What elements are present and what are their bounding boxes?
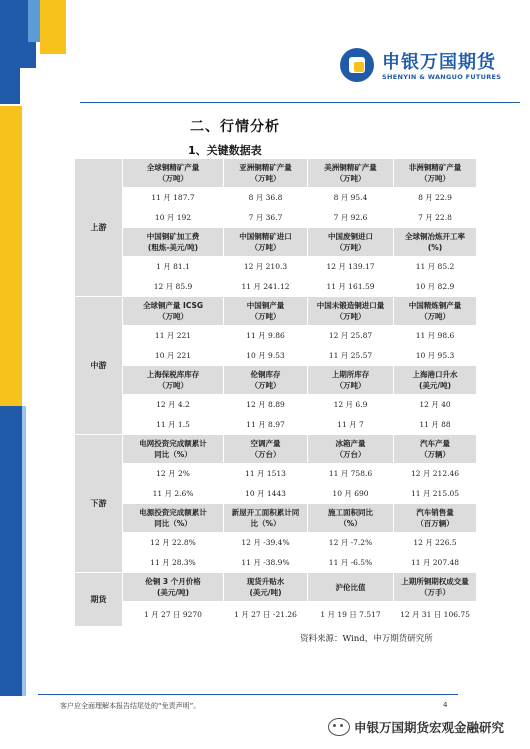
- metric-header-line: 汽车销售量: [416, 508, 454, 517]
- value-cell: 11 月 98.6: [394, 326, 477, 346]
- metric-header: [308, 366, 394, 395]
- table-header-row: [75, 228, 477, 257]
- metric-header-line: 空调产量: [250, 439, 281, 448]
- value-cell: 11 月 2.6%: [123, 484, 224, 504]
- value-cell: 11 月 28.3%: [123, 553, 224, 573]
- data-source: 资料来源：Wind，申万期货研究所: [300, 634, 433, 644]
- table-header-row: [75, 435, 477, 464]
- metric-header-line: （万吨）: [335, 381, 366, 390]
- metric-header: [394, 435, 477, 464]
- metric-header-line: 比（%）: [250, 519, 281, 528]
- logo-name-en: SHENYIN & WANGUO FUTURES: [382, 73, 502, 81]
- value-cell: 11 月 7: [308, 415, 394, 435]
- metric-header: [308, 504, 394, 533]
- metric-header-line: 新屋开工面积累计同: [231, 508, 300, 517]
- metric-header-line: （万吨）: [158, 174, 188, 183]
- value-cell: 11 月 215.05: [394, 484, 477, 504]
- value-cell: 12 月 8.89: [224, 395, 308, 415]
- value-cell: 10 月 192: [123, 208, 224, 228]
- value-cell: 10 月 9.53: [224, 346, 308, 366]
- metric-header-line: 同比（%）: [154, 450, 192, 459]
- metric-header-line: 现货升贴水: [246, 577, 285, 586]
- table-row: [75, 484, 477, 504]
- value-cell: 11 月 207.48: [394, 553, 477, 573]
- metric-header-line: （万吨）: [250, 174, 281, 183]
- metric-header-line: 汽车产量: [420, 439, 450, 448]
- decor-yellow-bar: [0, 106, 22, 406]
- value-cell: 11 月 -6.5%: [308, 553, 394, 573]
- metric-header-line: 中国精炼铜产量: [408, 301, 462, 310]
- logo-name-cn: 申银万国期货: [382, 52, 496, 73]
- value-cell: 11 月 161.59: [308, 277, 394, 297]
- metric-header-line: 伦铜 3 个月价格: [145, 577, 201, 586]
- value-cell: 10 月 82.9: [394, 277, 477, 297]
- metric-header-line: （万台）: [335, 450, 366, 459]
- metric-header-line: （万吨）: [250, 243, 281, 252]
- category-cell: 下游: [75, 435, 123, 573]
- logo-mark-icon: [340, 48, 374, 82]
- metric-header-line: 上期所铜期权成交量: [401, 577, 469, 586]
- section-title: 二、行情分析: [190, 119, 280, 135]
- value-cell: 1 月 27 日 9270: [123, 602, 224, 627]
- metric-header-line: 上期所库存: [331, 370, 370, 379]
- value-cell: 12 月 2%: [123, 464, 224, 484]
- decor-light-blue-bar: [22, 406, 26, 696]
- metric-header: [123, 159, 224, 188]
- metric-header-line: （万吨）: [420, 312, 450, 321]
- table-title: 1、关键数据表: [188, 144, 262, 157]
- value-cell: 12 月 4.2: [123, 395, 224, 415]
- value-cell: 11 月 221: [123, 326, 224, 346]
- watermark-text: 申银万国期货宏观金融研究: [354, 720, 505, 735]
- value-cell: 12 月 31 日 106.75: [394, 602, 477, 627]
- table-header-row: [75, 504, 477, 533]
- value-cell: 11 月 -38.9%: [224, 553, 308, 573]
- value-cell: 7 月 92.6: [308, 208, 394, 228]
- value-cell: 1 月 19 日 7.517: [308, 602, 394, 627]
- category-cell: 上游: [75, 159, 123, 297]
- table-header-row: [75, 366, 477, 395]
- metric-header-line: 美洲铜精矿产量: [324, 163, 377, 172]
- table-row: [75, 553, 477, 573]
- value-cell: 12 月 25.87: [308, 326, 394, 346]
- table-row: [75, 533, 477, 553]
- value-cell: 10 月 1443: [224, 484, 308, 504]
- metric-header-line: （万吨）: [250, 312, 281, 321]
- value-cell: 11 月 1513: [224, 464, 308, 484]
- key-data-table: [74, 158, 477, 627]
- metric-header: [123, 573, 224, 602]
- metric-header-line: 施工面积同比: [328, 508, 373, 517]
- metric-header-line: （万手）: [420, 588, 450, 597]
- metric-header-line: 沪伦比值: [335, 582, 366, 592]
- metric-header-line: （万吨）: [420, 174, 450, 183]
- metric-header: [123, 228, 224, 257]
- metric-header-line: （%）: [339, 519, 362, 528]
- value-cell: 12 月 22.8%: [123, 533, 224, 553]
- metric-header-line: （百万辆）: [416, 519, 454, 528]
- value-cell: 12 月 226.5: [394, 533, 477, 553]
- metric-header-line: 电网投资完成额累计: [139, 439, 207, 448]
- value-cell: 12 月 139.17: [308, 257, 394, 277]
- metric-header: [308, 435, 394, 464]
- metric-header-line: 冰箱产量: [335, 439, 366, 448]
- value-cell: 10 月 690: [308, 484, 394, 504]
- metric-header: [224, 573, 308, 602]
- metric-header-line: 全球铜冶炼开工率: [405, 232, 465, 241]
- metric-header: [394, 228, 477, 257]
- value-cell: 12 月 210.3: [224, 257, 308, 277]
- value-cell: 12 月 -7.2%: [308, 533, 394, 553]
- metric-header: [224, 366, 308, 395]
- value-cell: 12 月 -39.4%: [224, 533, 308, 553]
- footer-disclaimer-note: 客户应全面理解本报告结尾处的“免责声明”。: [60, 702, 201, 710]
- page-number: 4: [443, 701, 448, 709]
- metric-header: [123, 297, 224, 326]
- metric-header-line: 伦铜库存: [250, 370, 281, 379]
- value-cell: 11 月 85.2: [394, 257, 477, 277]
- value-cell: 11 月 187.7: [123, 188, 224, 208]
- metric-header: [224, 504, 308, 533]
- metric-header-line: 电源投资完成额累计: [139, 508, 207, 517]
- metric-header-line: （万吨）: [335, 174, 366, 183]
- metric-header-line: （万吨）: [158, 312, 188, 321]
- value-cell: 8 月 36.8: [224, 188, 308, 208]
- table-row: [75, 395, 477, 415]
- table-row: [75, 346, 477, 366]
- metric-header-line: (粗炼-美元/吨): [147, 243, 199, 252]
- wechat-icon: [328, 718, 350, 736]
- table-row: [75, 326, 477, 346]
- metric-header: [123, 366, 224, 395]
- category-cell: 中游: [75, 297, 123, 435]
- metric-header-line: 全球铜精矿产量: [146, 163, 200, 172]
- table-row: [75, 602, 477, 627]
- wechat-watermark: [328, 712, 528, 742]
- value-cell: 12 月 40: [394, 395, 477, 415]
- table-header-row: [75, 159, 477, 188]
- table-header-row: [75, 573, 477, 602]
- metric-header: [224, 297, 308, 326]
- decor-blue-block: [0, 42, 20, 104]
- category-cell: 期货: [75, 573, 123, 627]
- metric-header: [394, 366, 477, 395]
- table-row: [75, 257, 477, 277]
- value-cell: 11 月 241.12: [224, 277, 308, 297]
- value-cell: 11 月 88: [394, 415, 477, 435]
- metric-header-line: 中国铜精矿进口: [239, 232, 292, 241]
- value-cell: 11 月 758.6: [308, 464, 394, 484]
- metric-header: [308, 297, 394, 326]
- metric-header-line: （万吨）: [335, 243, 366, 252]
- metric-header-line: 全球铜产量 ICSG: [142, 301, 204, 310]
- metric-header: [394, 159, 477, 188]
- metric-header: [308, 159, 394, 188]
- metric-header-line: 同比（%）: [154, 519, 192, 528]
- metric-header-line: （万吨）: [335, 312, 366, 321]
- metric-header-line: 上海港口升水: [412, 370, 458, 379]
- metric-header-line: （万吨）: [158, 381, 188, 390]
- footer-divider: [38, 694, 458, 695]
- value-cell: 1 月 81.1: [123, 257, 224, 277]
- metric-header: [394, 504, 477, 533]
- metric-header: [308, 228, 394, 257]
- table-row: [75, 188, 477, 208]
- metric-header-line: 中国废铜进口: [328, 232, 373, 241]
- decor-yellow-block: [40, 0, 66, 54]
- decor-light-blue-block: [28, 0, 40, 42]
- metric-header-line: (美元/吨): [418, 381, 452, 390]
- value-cell: 8 月 22.9: [394, 188, 477, 208]
- value-cell: 12 月 85.9: [123, 277, 224, 297]
- decor-blue-bar: [0, 406, 22, 696]
- value-cell: 8 月 95.4: [308, 188, 394, 208]
- header-divider: [80, 102, 520, 103]
- table-row: [75, 208, 477, 228]
- metric-header: [224, 228, 308, 257]
- metric-header-line: （万辆）: [420, 450, 450, 459]
- metric-header-line: 上海保税库库存: [146, 370, 200, 379]
- value-cell: 10 月 95.3: [394, 346, 477, 366]
- value-cell: 12 月 212.46: [394, 464, 477, 484]
- metric-header: [123, 435, 224, 464]
- metric-header-line: (美元/吨): [249, 588, 282, 597]
- metric-header: [394, 297, 477, 326]
- table-row: [75, 277, 477, 297]
- value-cell: 1 月 27 日 -21.26: [224, 602, 308, 627]
- metric-header: [224, 159, 308, 188]
- value-cell: 10 月 221: [123, 346, 224, 366]
- table-header-row: [75, 297, 477, 326]
- table-row: [75, 464, 477, 484]
- metric-header-line: 非洲铜精矿产量: [408, 163, 462, 172]
- metric-header: [123, 504, 224, 533]
- value-cell: 11 月 1.5: [123, 415, 224, 435]
- company-logo: [340, 44, 500, 88]
- metric-header-line: (%): [427, 243, 443, 252]
- metric-header-line: 中国铜矿加工费: [146, 232, 200, 241]
- table-row: [75, 415, 477, 435]
- metric-header-line: （万台）: [250, 450, 281, 459]
- metric-header-line: （万吨）: [250, 381, 281, 390]
- metric-header: [224, 435, 308, 464]
- metric-header: [394, 573, 477, 602]
- value-cell: 11 月 8.97: [224, 415, 308, 435]
- value-cell: 11 月 9.86: [224, 326, 308, 346]
- metric-header-line: (美元/吨): [156, 588, 190, 597]
- value-cell: 7 月 22.8: [394, 208, 477, 228]
- value-cell: 7 月 36.7: [224, 208, 308, 228]
- value-cell: 11 月 25.57: [308, 346, 394, 366]
- metric-header-line: 中国未锻造铜进口量: [316, 301, 385, 310]
- value-cell: 12 月 6.9: [308, 395, 394, 415]
- metric-header-line: 中国铜产量: [246, 301, 285, 310]
- metric-header-line: 亚洲铜精矿产量: [239, 163, 292, 172]
- metric-header: [308, 573, 394, 602]
